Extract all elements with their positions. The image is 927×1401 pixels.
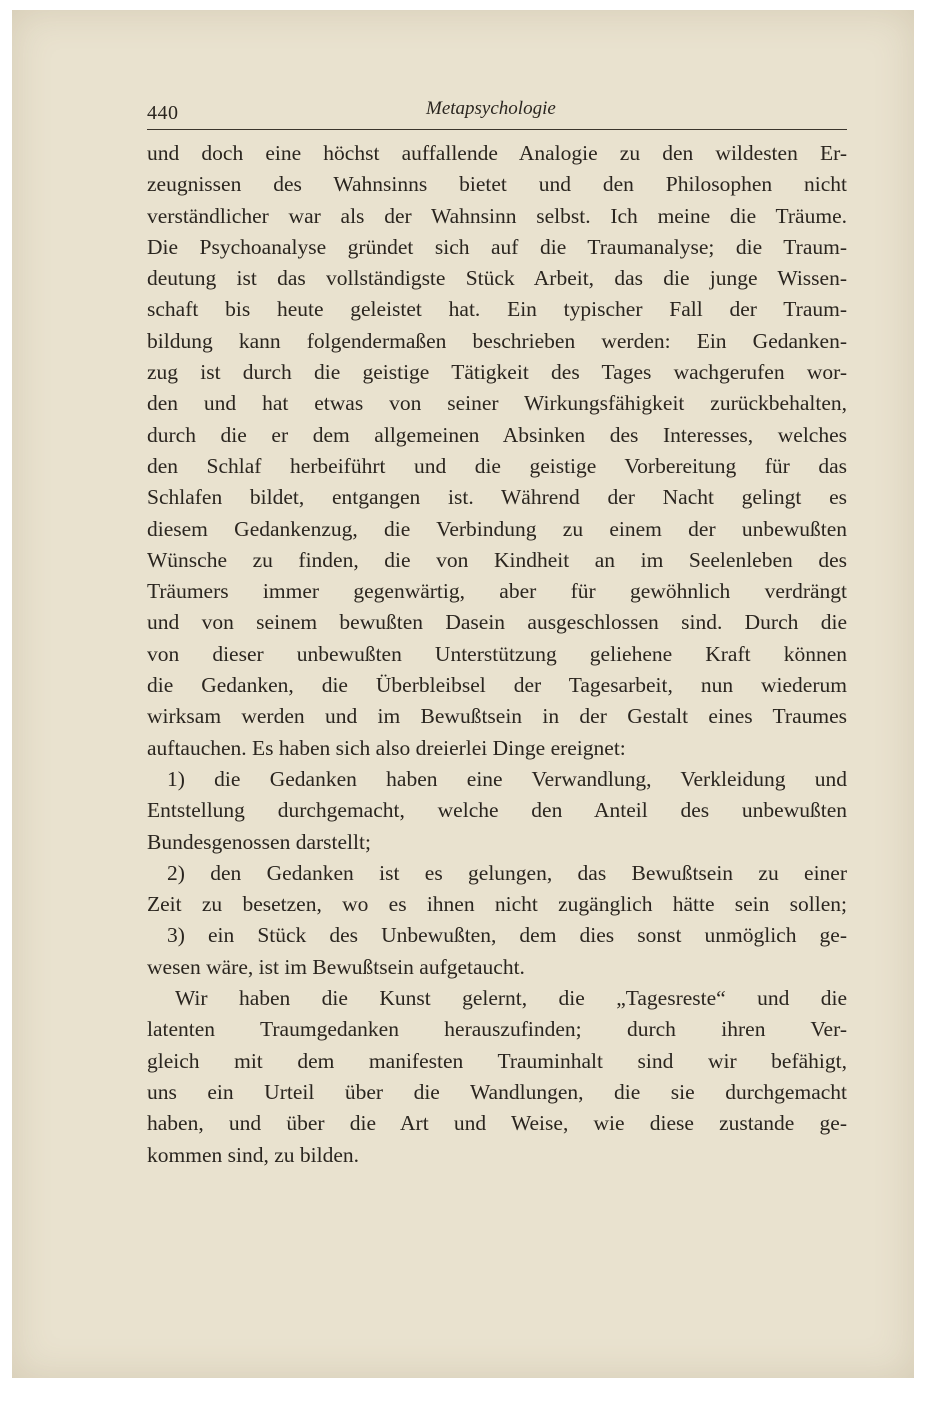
text-line: gleich mit dem manifesten Trauminhalt sind wir befähigt, [147, 1048, 847, 1073]
text-line: verständlicher war als der Wahnsinn selbst. Ich meine die Träume. [147, 203, 847, 228]
running-title: Metapsychologie [426, 98, 556, 119]
text-line: von dieser unbewußten Unterstützung geliehene Kraft können [147, 641, 847, 666]
text-line: kommen sind, zu bilden. [147, 1142, 359, 1167]
text-line: auftauchen. Es haben sich also dreierlei Dinge ereignet: [147, 735, 626, 760]
text-line: latenten Traumgedanken herauszufinden; durch ihren Ver- [147, 1017, 847, 1042]
text-line: Wünsche zu finden, die von Kindheit an im Seelenleben des [147, 547, 847, 572]
text-line: haben, und über die Art und Weise, wie diese zustande ge- [147, 1111, 847, 1136]
list-item-line: 1) die Gedanken haben eine Verwandlung, Verkleidung und [167, 766, 847, 791]
text-line: durch die er dem allgemeinen Absinken des Interesses, welches [147, 422, 847, 447]
text-line: Träumers immer gegenwärtig, aber für gewöhnlich verdrängt [147, 579, 847, 604]
paragraph-start-line: Wir haben die Kunst gelernt, die „Tagesreste“ und die [175, 986, 847, 1011]
text-line: bildung kann folgendermaßen beschrieben werden: Ein Gedanken- [147, 328, 847, 353]
page-number: 440 [147, 102, 179, 124]
text-line: den und hat etwas von seiner Wirkungsfähigkeit zurückbehalten, [147, 391, 847, 416]
list-item-line: 3) ein Stück des Unbewußten, dem dies sonst unmöglich ge- [167, 923, 847, 948]
list-item-line: 2) den Gedanken ist es gelungen, das Bewußtsein zu einer [167, 860, 847, 885]
text-line: schaft bis heute geleistet hat. Ein typischer Fall der Traum- [147, 297, 847, 322]
text-line: diesem Gedankenzug, die Verbindung zu einem der unbewußten [147, 516, 847, 541]
body-text [147, 138, 847, 1171]
text-line: Zeit zu besetzen, wo es ihnen nicht zugänglich hätte sein sollen; [147, 892, 847, 917]
header-rule [147, 129, 847, 130]
text-line: Bundesgenossen darstellt; [147, 829, 371, 854]
text-line: den Schlaf herbeiführt und die geistige Vorbereitung für das [147, 453, 847, 478]
text-line: und von seinem bewußten Dasein ausgeschlossen sind. Durch die [147, 610, 847, 635]
text-line: wesen wäre, ist im Bewußtsein aufgetaucht. [147, 954, 525, 979]
text-line: wirksam werden und im Bewußtsein in der Gestalt eines Traumes [147, 704, 847, 729]
text-line: Schlafen bildet, entgangen ist. Während der Nacht gelingt es [147, 485, 847, 510]
page-header [147, 98, 847, 128]
text-line: uns ein Urteil über die Wandlungen, die sie durchgemacht [147, 1079, 847, 1104]
text-line: und doch eine höchst auffallende Analogie zu den wildesten Er- [147, 141, 847, 165]
text-line: zeugnissen des Wahnsinns bietet und den Philosophen nicht [147, 172, 847, 197]
text-line: deutung ist das vollständigste Stück Arbeit, das die junge Wissen- [147, 266, 847, 291]
text-line: Die Psychoanalyse gründet sich auf die Traumanalyse; die Traum- [147, 234, 847, 259]
text-line: die Gedanken, die Überbleibsel der Tagesarbeit, nun wiederum [147, 673, 847, 698]
text-line: Entstellung durchgemacht, welche den Anteil des unbewußten [147, 798, 847, 823]
text-line: zug ist durch die geistige Tätigkeit des Tages wachgerufen wor- [147, 360, 847, 385]
